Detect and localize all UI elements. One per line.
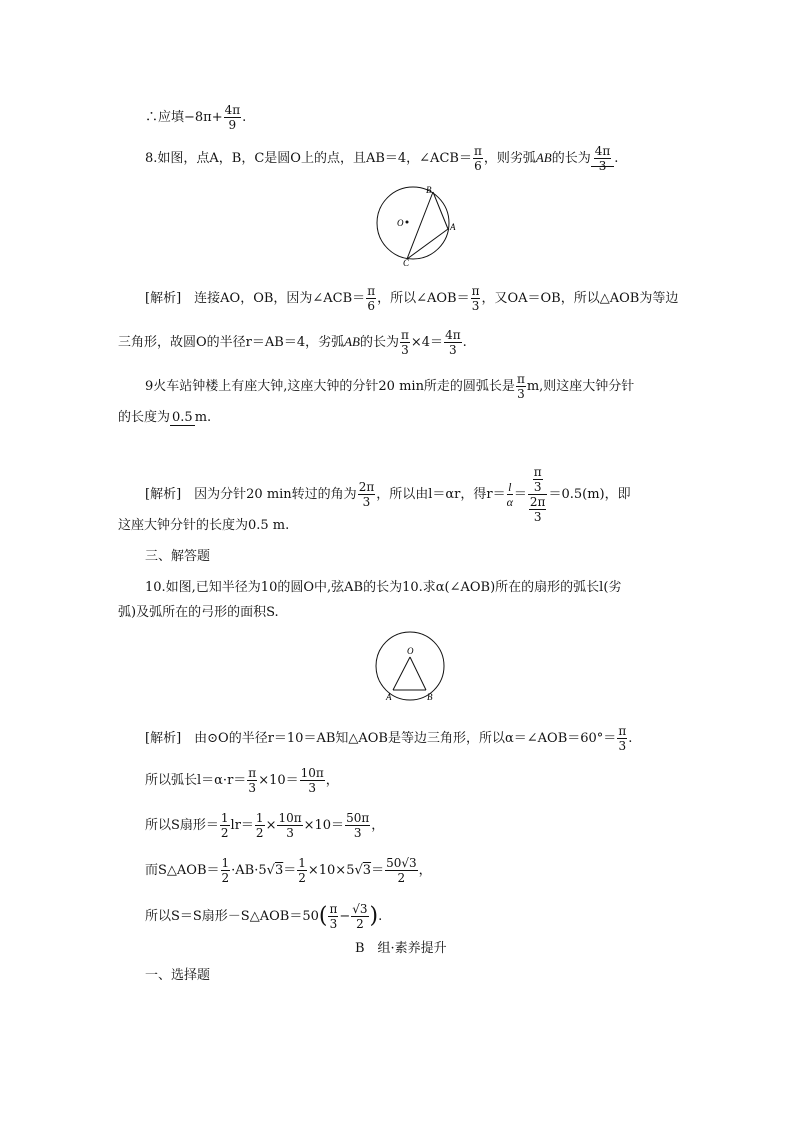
analysis-10-line-5: 所以S＝S扇形－S△AOB＝50( $\frac{\pi}{3}$ − $\frac{√3}{2}$ ). <box>145 902 383 931</box>
question-9-line-1: 9火车站钟楼上有座大钟,这座大钟的分针20 min所走的圆弧长是 $\frac{\pi}{3}$ m,则这座大钟分针 <box>145 372 635 401</box>
question-10-line-1: 10.如图,已知半径为10的圆O中,弦AB的长为10.求α(∠AOB)所在的扇形的弧长l(劣 <box>145 580 622 595</box>
label-a: A <box>450 222 456 232</box>
arc-label: AB <box>344 334 360 349</box>
answer-line-7: ∴应填−8π+ $\frac{4\pi}{9}$ . <box>145 103 247 132</box>
fraction: $\frac{4\pi}{9}$ <box>224 103 241 132</box>
circle-figure-q10 <box>372 628 448 706</box>
section-heading-3: 三、解答题 <box>145 549 211 564</box>
circle <box>377 187 449 259</box>
analysis-10-line-4: 而S△AOB＝ $\frac{1}{2}$ ·AB·5√3＝ $\frac{1}{2}$ ×10×5√3＝ $\frac{50√3}{2}$ ， <box>145 856 432 885</box>
label-a: A <box>386 692 392 702</box>
label-o: O <box>397 218 404 228</box>
analysis-8-line-1: [解析] 连接AO，OB，因为∠ACB＝ $\frac{\pi}{6}$ ，所以∠AOB＝ $\frac{\pi}{3}$ ，又OA＝OB，所以△AOB为等边 <box>145 284 679 313</box>
question-8: 8.如图，点A，B，C是圆O上的点，且AB＝4，∠ACB＝ $\frac{\pi}{6}$ ，则劣弧AB的长为 $\frac{4\pi}{3}$ . <box>145 144 619 173</box>
label-c: C <box>403 258 410 266</box>
radius-ob <box>410 657 426 690</box>
analysis-10-line-2: 所以弧长l＝α·r＝ $\frac{\pi}{3}$ ×10＝ $\frac{10\pi}{3}$ ， <box>145 766 339 795</box>
analysis-10-line-1: [解析] 由⊙O的半径r＝10＝AB知△AOB是等边三角形，所以α＝∠AOB＝60°＝ $\frac{\pi}{3}$ . <box>145 724 633 753</box>
question-9-line-2: 的长度为 0.5 m. <box>118 410 212 425</box>
analysis-9-line-2: 这座大钟分针的长度为0.5 m. <box>118 518 290 533</box>
radius-oa <box>393 657 410 690</box>
answer-blank: $\frac{4\pi}{3}$ <box>591 151 615 167</box>
analysis-9-line-1: [解析] 因为分针20 min转过的角为 $\frac{2\pi}{3}$ ，所以由l＝αr，得r＝ $\frac{l}{\alpha}$ ＝ $\frac{\frac{\pi}{3}}{\frac{2\pi}{3}}$ ＝0.5(m)，即 <box>145 465 631 524</box>
center-point <box>406 221 409 224</box>
group-b-heading: B 组·素养提升 <box>355 941 447 956</box>
circle-figure-q8 <box>370 184 460 266</box>
answer-blank: 0.5 <box>172 410 193 425</box>
chord-ab <box>433 192 448 229</box>
label-b: B <box>427 692 433 702</box>
analysis-8-line-2: 三角形，故圆O的半径r＝AB＝4，劣弧AB的长为 $\frac{\pi}{3}$ ×4＝ $\frac{4\pi}{3}$ . <box>118 328 467 357</box>
section-heading-1: 一、选择题 <box>145 968 211 983</box>
question-10-line-2: 弧)及弧所在的弓形的面积S. <box>118 605 279 620</box>
fraction: $\frac{\pi}{6}$ <box>473 144 482 173</box>
arc-label: AB <box>535 150 552 165</box>
complex-fraction: $\frac{\frac{\pi}{3}}{\frac{2\pi}{3}}$ <box>529 465 546 524</box>
analysis-10-line-3: 所以S扇形＝ $\frac{1}{2}$ lr＝ $\frac{1}{2}$ × $\frac{10\pi}{3}$ ×10＝ $\frac{50\pi}{3}$ ， <box>145 811 385 840</box>
label-b: B <box>426 185 432 195</box>
label-o: O <box>407 646 414 656</box>
